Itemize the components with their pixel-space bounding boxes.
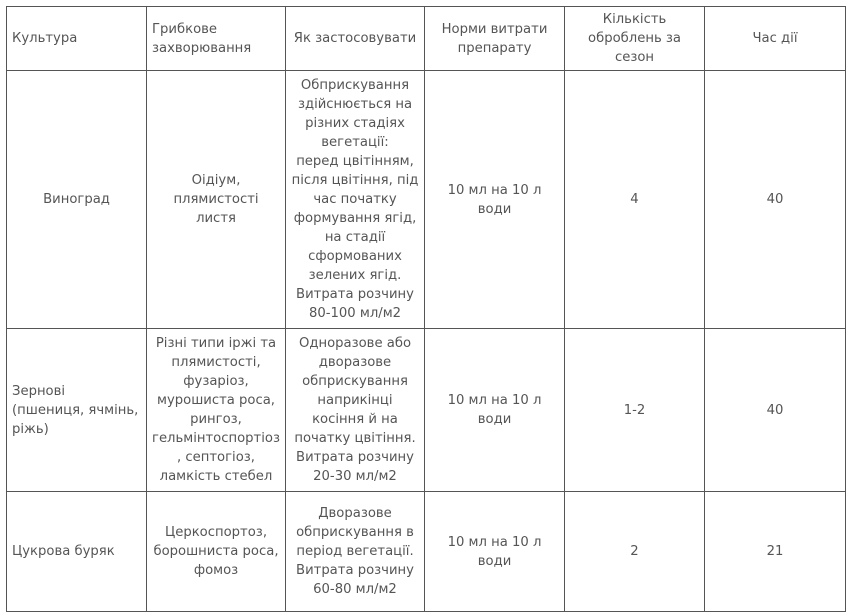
- cell-crop: Зернові (пшениця, ячмінь, ріжь): [7, 329, 147, 492]
- table-row: [7, 492, 846, 612]
- table-header-row: [7, 7, 846, 71]
- cell-crop: Цукрова буряк: [7, 492, 147, 612]
- table-row: [7, 71, 846, 329]
- header-treatments: Кількість оброблень за сезон: [565, 7, 705, 71]
- cell-duration: 21: [705, 492, 846, 612]
- header-rate: Норми витрати препарату: [425, 7, 565, 71]
- cell-rate: 10 мл на 10 л води: [425, 492, 565, 612]
- fungicide-usage-table: [6, 6, 846, 612]
- cell-disease: Різні типи іржі та плямистості, фузаріоз, мурошиста роса, рингоз, гельмінтоспортіоз, септогіоз, ламкість стебел: [147, 329, 286, 492]
- cell-treatments: 1-2: [565, 329, 705, 492]
- cell-disease: Оідіум, плямистості листя: [147, 71, 286, 329]
- cell-usage: Дворазове обприскування в період вегетації. Витрата розчину 60-80 мл/м2: [286, 492, 425, 612]
- cell-disease: Церкоспортоз, борошниста роса, фомоз: [147, 492, 286, 612]
- usage-line: Обприскування здійснюється на різних стадіях вегетації:: [297, 78, 413, 150]
- cell-crop: Виноград: [7, 71, 147, 329]
- header-duration: Час дії: [705, 7, 846, 71]
- cell-usage: Одноразове або дворазове обприскування наприкінці косіння й на початку цвітіння. Витрата розчину 20-30 мл/м2: [286, 329, 425, 492]
- cell-duration: 40: [705, 71, 846, 329]
- cell-duration: 40: [705, 329, 846, 492]
- usage-line: перед цвітінням, після цвітіння, під час початку формування ягід, на стадії сформованих зелених ягід.: [291, 154, 419, 283]
- cell-treatments: 4: [565, 71, 705, 329]
- cell-rate: 10 мл на 10 л води: [425, 71, 565, 329]
- header-usage: Як застосовувати: [286, 7, 425, 71]
- table-row: [7, 329, 846, 492]
- header-crop: Культура: [7, 7, 147, 71]
- cell-usage: [286, 71, 425, 329]
- usage-line: Витрата розчину 80-100 мл/м2: [296, 287, 414, 321]
- cell-rate: 10 мл на 10 л води: [425, 329, 565, 492]
- cell-treatments: 2: [565, 492, 705, 612]
- header-disease: Грибкове захворювання: [147, 7, 286, 71]
